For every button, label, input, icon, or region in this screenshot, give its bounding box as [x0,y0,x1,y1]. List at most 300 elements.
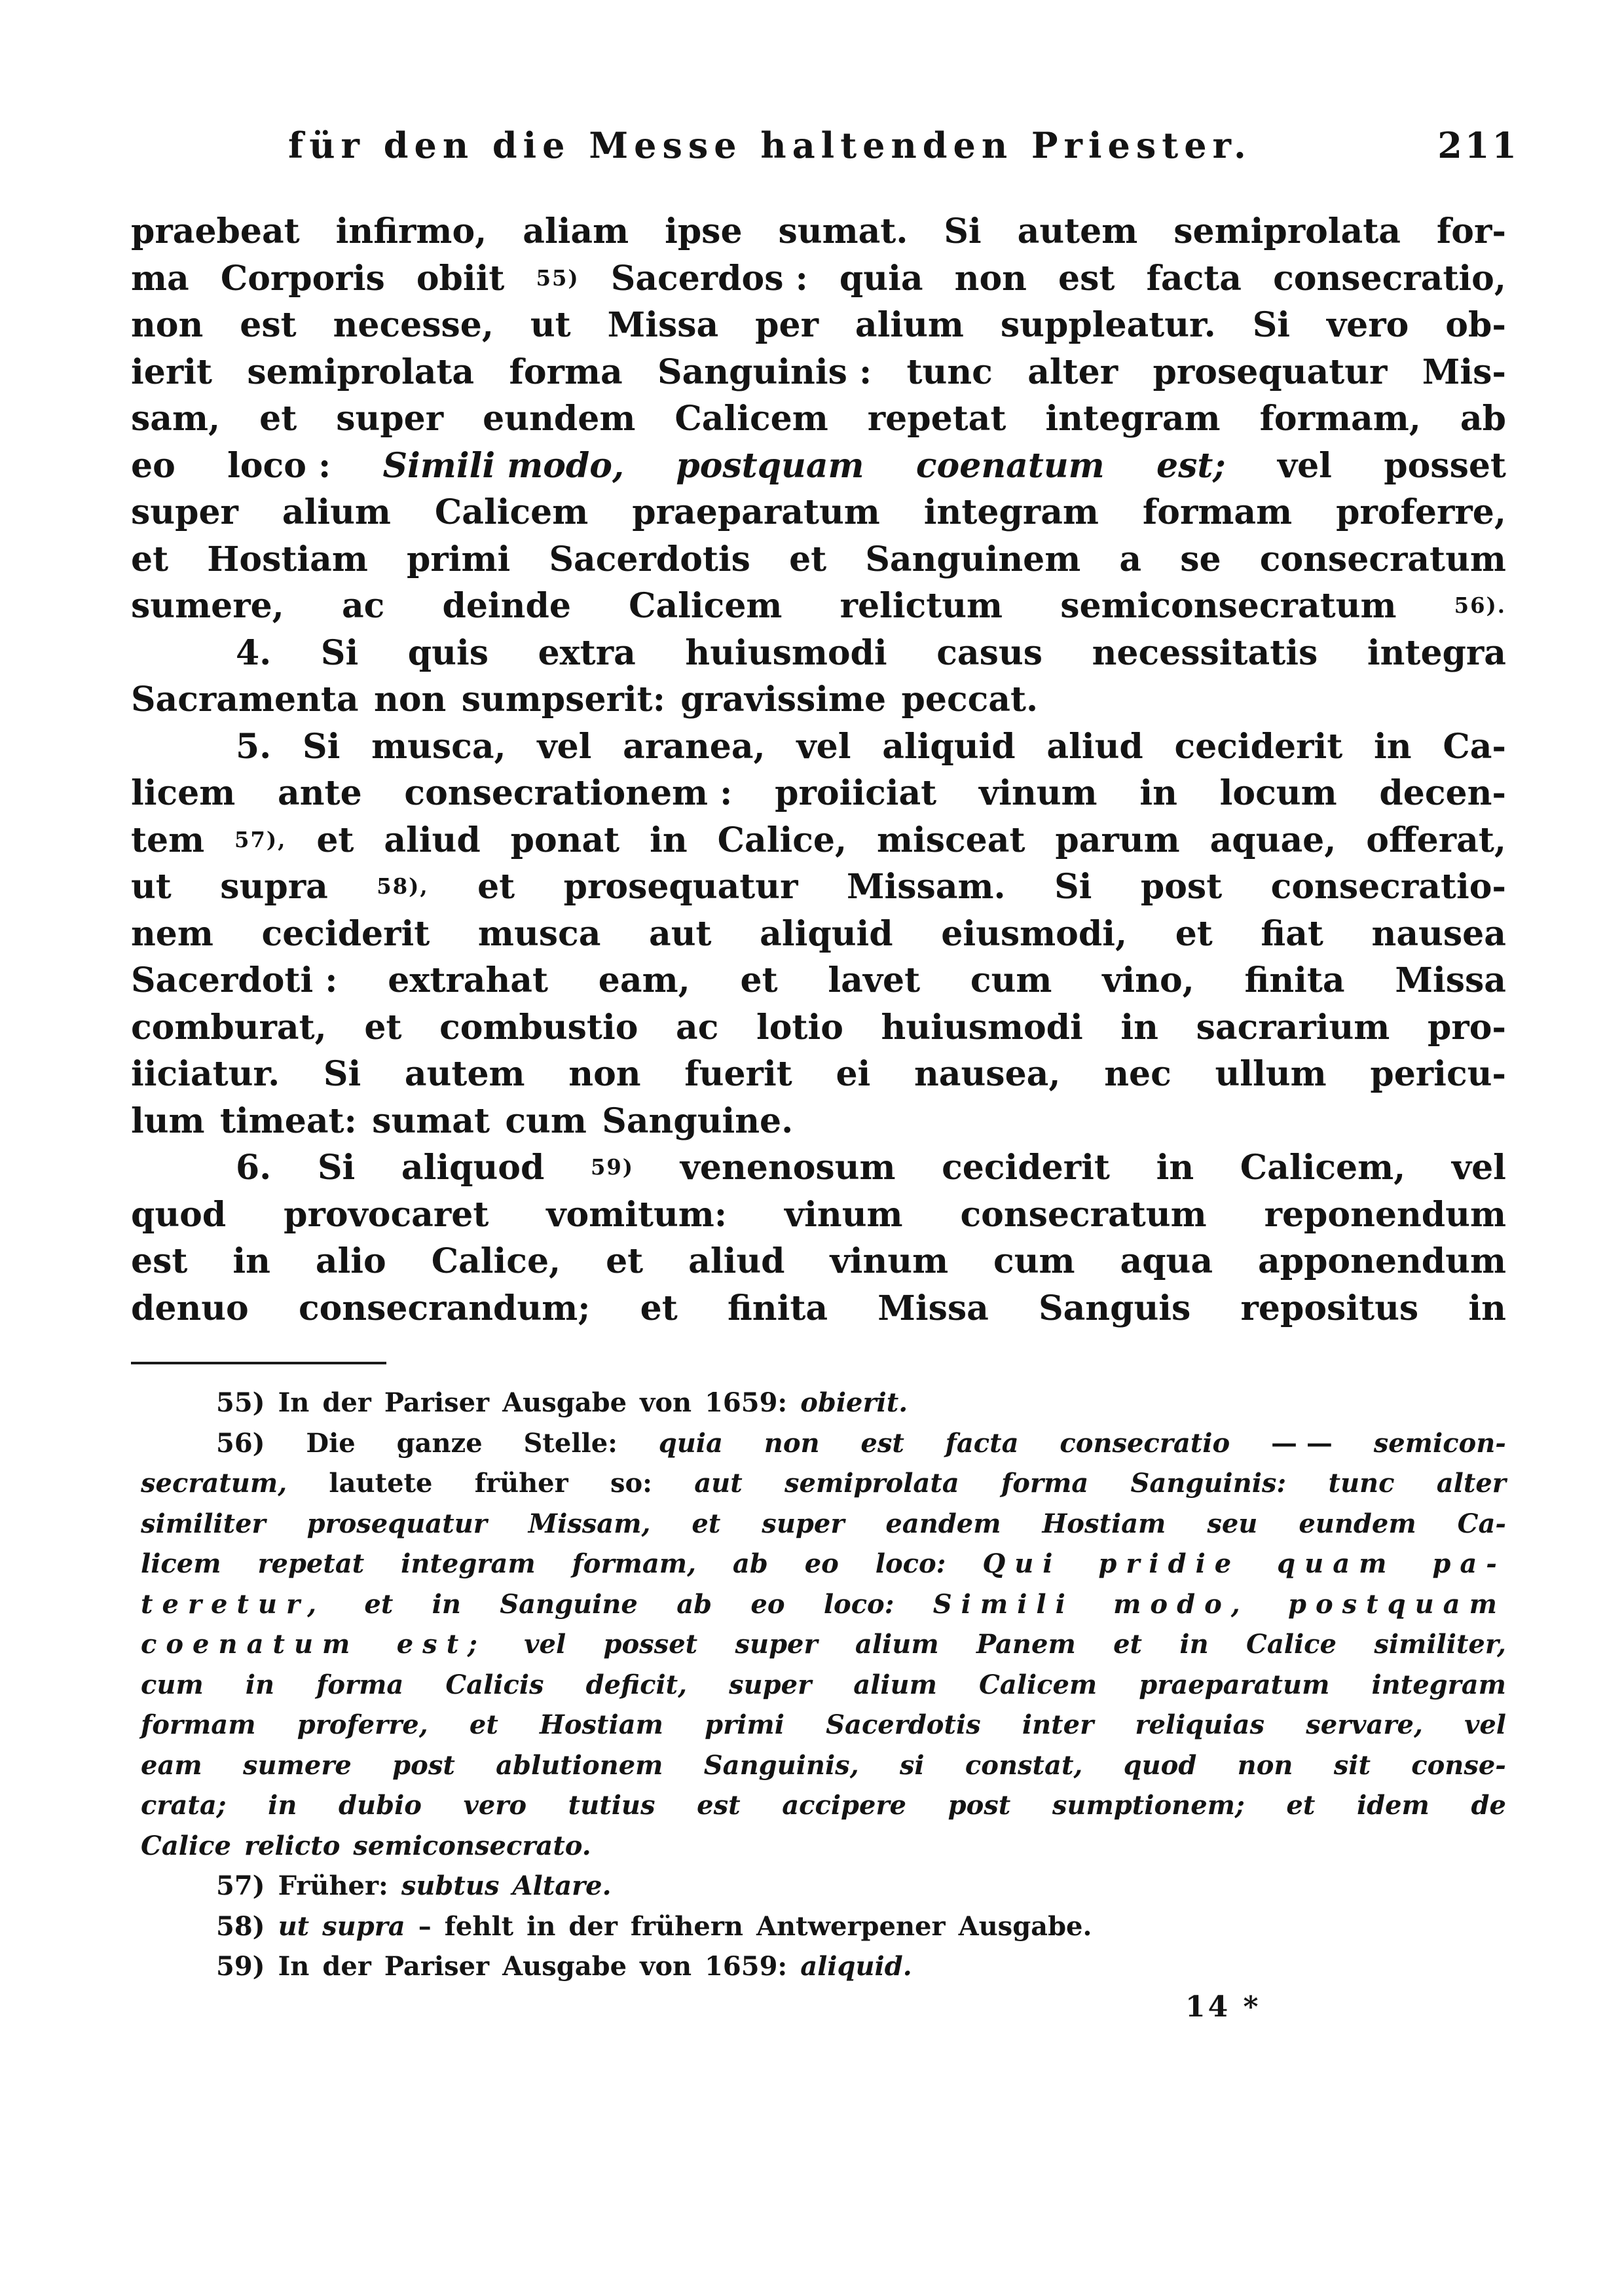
word: semiconsecrato. [353,1830,591,1861]
word: aliquod [401,1148,545,1188]
word: ceciderit [942,1148,1110,1188]
word: quod [1123,1749,1197,1781]
word: est; [1156,445,1226,486]
word: Calicem [629,586,783,626]
word: forma [316,1669,404,1700]
word: vel [1277,445,1332,486]
word: fehlt [444,1910,514,1942]
word: integram [401,1548,536,1579]
word: sumat [372,1101,490,1141]
word: casus [936,632,1043,673]
word: eo [131,445,175,486]
word: parum [1055,820,1180,860]
word: Hostiam [540,1709,663,1740]
word: non [131,305,204,345]
word: formam, [1259,399,1421,439]
word: autem [404,1054,525,1094]
text-line [131,349,1506,396]
word: in [1139,773,1177,813]
word: tunc [1328,1468,1395,1499]
text-line [131,536,1506,583]
word: integram [1371,1669,1506,1700]
word: conse- [1411,1749,1506,1781]
word: Sacerdotis [549,539,750,579]
word: Sacerdos : [610,258,808,299]
text-line [131,443,1506,490]
word: obiit [416,258,505,299]
footnote-line [141,1463,1506,1504]
word: misceat [876,820,1025,860]
word: nausea [1371,913,1506,954]
word: Ca- [1457,1508,1506,1539]
word: est [860,1427,904,1459]
word: fuerit [684,1054,792,1094]
footnotes [141,1383,1506,1987]
word: posset [603,1629,698,1660]
word: semiprolata [784,1468,959,1499]
word: vel [1451,1148,1506,1188]
word: non [1237,1749,1293,1781]
word: lavet [828,960,921,1000]
word: comburat, [131,1007,327,1048]
word: non [954,258,1027,299]
word: aliud [1046,726,1143,767]
word: 57), [234,827,287,852]
word: loco: [875,1548,946,1579]
word: so: [610,1468,652,1499]
word: integra [1367,632,1506,673]
word: provocaret [284,1194,489,1235]
word: lum [131,1101,205,1141]
word: 59) [590,1155,635,1180]
word: supra [220,867,328,907]
word: Calice [1246,1629,1337,1660]
word: super [336,399,444,439]
word: Hostiam [207,539,368,579]
text-line [131,583,1506,630]
word: et [1286,1790,1316,1821]
word: similiter, [1374,1629,1506,1660]
word: 6. [236,1148,272,1188]
word: Calicis [445,1669,544,1700]
word: accipere [782,1790,906,1821]
word: in [245,1669,275,1700]
word: et [789,539,827,579]
word: lotio [756,1007,843,1048]
word: eandem [885,1508,1001,1539]
word: ma [131,258,189,299]
word: Corporis [220,258,385,299]
word: integram [923,492,1099,532]
word: aut [649,913,712,954]
word: semiprolata [247,352,475,392]
word: servare, [1306,1709,1423,1740]
word: eiusmodi, [941,913,1128,954]
word: gravissime [680,680,887,720]
word: Sacramenta [131,680,359,720]
word: vel [796,726,851,767]
word: teretur, [141,1588,326,1620]
word: von [640,1387,692,1418]
word: subtus [401,1870,500,1901]
text-line [131,1004,1506,1051]
footnote-line [141,1826,1506,1867]
word: sumptionem; [1052,1790,1245,1821]
word: primi [705,1709,784,1740]
word: ipse [665,211,743,251]
word: Calice, [431,1241,561,1281]
text-line [131,255,1506,302]
word: musca [477,913,601,954]
word: ut [131,867,172,907]
word: cum [505,1101,587,1141]
word: nausea, [914,1054,1061,1094]
text-line [131,723,1506,771]
word: der [322,1951,371,1982]
word: ponat [510,820,620,860]
word: coenatum [915,445,1105,486]
word: non [764,1427,820,1459]
word: 4. [236,632,272,673]
word: sumpserit: [461,680,665,720]
word: praebeat [131,211,300,251]
word: Si [320,632,359,673]
text-line [131,395,1506,443]
word: sit [1333,1749,1371,1781]
word: coenatum [141,1629,360,1660]
word: semicon- [1373,1427,1506,1459]
word: pericu- [1370,1054,1506,1094]
word: licem [131,773,236,813]
word: vel [537,726,592,767]
word: necessitatis [1092,632,1318,673]
word: consecratio- [1270,867,1506,907]
word: et [316,820,354,860]
word: ab [676,1588,712,1620]
word: in [432,1588,461,1620]
word: combustio [439,1007,638,1048]
word: vero [1326,305,1409,345]
footnote-line [141,1785,1506,1826]
word: quia [658,1427,723,1459]
word: non [568,1054,641,1094]
word: in [1374,726,1412,767]
word: dubio [339,1790,422,1821]
word: deinde [442,586,571,626]
word: eam, [598,960,690,1000]
word: huiusmodi [685,632,887,673]
word: Pariser [384,1951,490,1982]
text-line [131,676,1506,723]
word: consecrationem : [404,773,733,813]
word: relictum [840,586,1003,626]
word: se [1180,539,1221,579]
word: – [418,1910,432,1942]
word: eundem [483,399,636,439]
word: constat, [965,1749,1083,1781]
footnote-line [141,1866,1506,1906]
word: quis [407,632,489,673]
word: prosequatur [563,867,798,907]
word: 1659: [705,1951,788,1982]
word: similiter [141,1508,266,1539]
word: Mis- [1422,352,1506,392]
word: eo [750,1588,785,1620]
word: Calicem [978,1669,1098,1700]
word: lautete [329,1468,433,1499]
word: fiat [1261,913,1323,954]
word: vinum [978,773,1098,813]
word: 58), [377,874,429,899]
word: prosequatur [1153,352,1388,392]
word: loco : [227,445,331,486]
word: aliquid [882,726,1016,767]
word: supra [322,1910,405,1942]
word: deficit, [585,1669,688,1700]
word: von [640,1951,692,1982]
word: repetat [257,1548,365,1579]
word: sacrarium [1196,1007,1390,1048]
word: est; [396,1629,487,1660]
word: Ausgabe [502,1387,627,1418]
word: locum [1219,773,1337,813]
word: venenosum [680,1148,896,1188]
word: aut [694,1468,743,1499]
word: alter [1436,1468,1506,1499]
word: Simili [932,1588,1075,1620]
running-head [288,124,1519,183]
word: eundem [1299,1508,1416,1539]
word: Stelle: [523,1427,618,1459]
word: Sanguinis: [1130,1468,1287,1499]
word: est [240,305,297,345]
word: Missa [1395,960,1506,1000]
word: Altare. [512,1870,612,1901]
word: huiusmodi [881,1007,1083,1048]
word: in [232,1241,270,1281]
word: et [606,1241,644,1281]
word: ablutionem [496,1749,663,1781]
word: consecratum [960,1194,1207,1235]
word: praeparatum [632,492,880,532]
footnote-line [141,1665,1506,1705]
text-line [131,302,1506,349]
word: quam [1277,1548,1396,1579]
word: aqua [1120,1241,1213,1281]
word: aliam [523,211,629,251]
word: Calice, [717,820,847,860]
word: for- [1436,211,1506,251]
word: der [322,1387,371,1418]
word: pridie [1098,1548,1241,1579]
word: licem [141,1548,221,1579]
word: seu [1207,1508,1258,1539]
word: Hostiam [1042,1508,1166,1539]
word: Ausgabe [502,1951,627,1982]
text-line [131,1238,1506,1285]
word: Calicem [434,492,589,532]
word: vomitum: [546,1194,728,1235]
word: pa- [1432,1548,1506,1579]
word: et [1175,913,1213,954]
word: aliud [384,820,481,860]
word: Missa [607,305,719,345]
word: ganze [396,1427,483,1459]
word: ac [341,586,385,626]
text-line [131,864,1506,911]
word: consecratio, [1273,258,1506,299]
word: Sacerdotis [826,1709,981,1740]
word: Calicem, [1240,1148,1406,1188]
word: eo [804,1548,839,1579]
word: denuo [131,1288,249,1328]
footnote-rule [131,1362,386,1364]
word: in [1468,1288,1506,1328]
word: postquam [1287,1588,1506,1620]
word: sumat. [778,211,908,251]
word: a [1119,539,1142,579]
word: alium [855,305,964,345]
word: tutius [568,1790,655,1821]
word: loco: [823,1588,895,1620]
word: et [740,960,778,1000]
word: cum [993,1241,1075,1281]
word: 58) [216,1910,265,1942]
word: facta [945,1427,1019,1459]
text-line [131,489,1506,536]
footnote-line [141,1946,1506,1987]
main-text [131,208,1506,1332]
word: consecratum [1259,539,1506,579]
text-line [131,1192,1506,1239]
word: idem [1356,1790,1430,1821]
footnote-line [141,1584,1506,1625]
text-line [131,1285,1506,1332]
word: secratum, [141,1468,287,1499]
word: ac [676,1007,719,1048]
word: frühern [630,1910,743,1942]
word: obierit. [800,1387,908,1418]
word: in [268,1790,297,1821]
word: est [131,1241,188,1281]
word: alium [855,1629,939,1660]
word: alio [315,1241,386,1281]
word: et [692,1508,721,1539]
word: In [278,1387,310,1418]
word: post [948,1790,1011,1821]
word: vinum [830,1241,949,1281]
word: et [364,1588,394,1620]
word: Sanguinem [865,539,1081,579]
word: eam [141,1749,202,1781]
word: Simili modo, [382,445,625,486]
word: 55) [536,265,580,291]
word: postquam [676,445,864,486]
word: formam [1142,492,1293,532]
word: crata; [141,1790,227,1821]
word: tunc [906,352,993,392]
word: aquae, [1209,820,1337,860]
word: repetat [867,399,1006,439]
word: est [1058,258,1115,299]
word: per [755,305,819,345]
word: et [469,1709,498,1740]
word: si [899,1749,925,1781]
word: primi [407,539,511,579]
word: Calice [141,1830,231,1861]
word: super [762,1508,845,1539]
word: Sanguis [1039,1288,1191,1328]
text-line [131,1098,1506,1145]
footnote-line [141,1624,1506,1665]
word: Panem [976,1629,1076,1660]
word: der [568,1910,618,1942]
word: tem [131,820,205,860]
word: 5. [236,726,272,767]
word: cum [970,960,1052,1000]
word: nec [1104,1054,1172,1094]
word: ut [278,1910,310,1942]
word: offerat, [1366,820,1506,860]
word: vero [463,1790,527,1821]
word: Calicem [674,399,828,439]
word: formam [141,1709,256,1740]
word: musca, [371,726,506,767]
text-line [131,630,1506,677]
word: extra [538,632,636,673]
word: pro- [1427,1007,1506,1048]
word: necesse, [333,305,494,345]
word: cum [141,1669,204,1700]
word: Pariser [384,1387,490,1418]
word: Sacerdoti : [131,960,338,1000]
word: extrahat [388,960,549,1000]
word: reponendum [1264,1194,1506,1235]
word: infirmo, [335,211,487,251]
word: In [278,1951,310,1982]
word: Si [1054,867,1092,907]
word: quod [131,1194,227,1235]
word: ceciderit [261,913,430,954]
word: super [729,1669,812,1700]
word: consecratio [1060,1427,1230,1459]
word: Si [303,726,341,767]
word: alium [282,492,391,532]
word: sam, [131,399,221,439]
word: relicto [244,1830,341,1861]
word: sumere, [131,586,284,626]
word: prosequatur [306,1508,487,1539]
word: Früher: [278,1870,388,1901]
word: vel [524,1629,566,1660]
word: ceciderit [1174,726,1343,767]
word: nem [131,913,213,954]
word: vino, [1102,960,1194,1000]
word: Sanguinis, [703,1749,859,1781]
text-line [131,817,1506,864]
word: suppleatur. [1000,305,1216,345]
word: ab [732,1548,768,1579]
word: post [1140,867,1223,907]
word: Si [1252,305,1291,345]
word: Ca- [1443,726,1506,767]
signature-mark: 14 * [1185,1990,1261,2024]
word: integram [1045,399,1221,439]
word: Sanguinis : [657,352,872,392]
word: forma [1001,1468,1089,1499]
word: Si [317,1148,356,1188]
word: ab [1460,399,1506,439]
